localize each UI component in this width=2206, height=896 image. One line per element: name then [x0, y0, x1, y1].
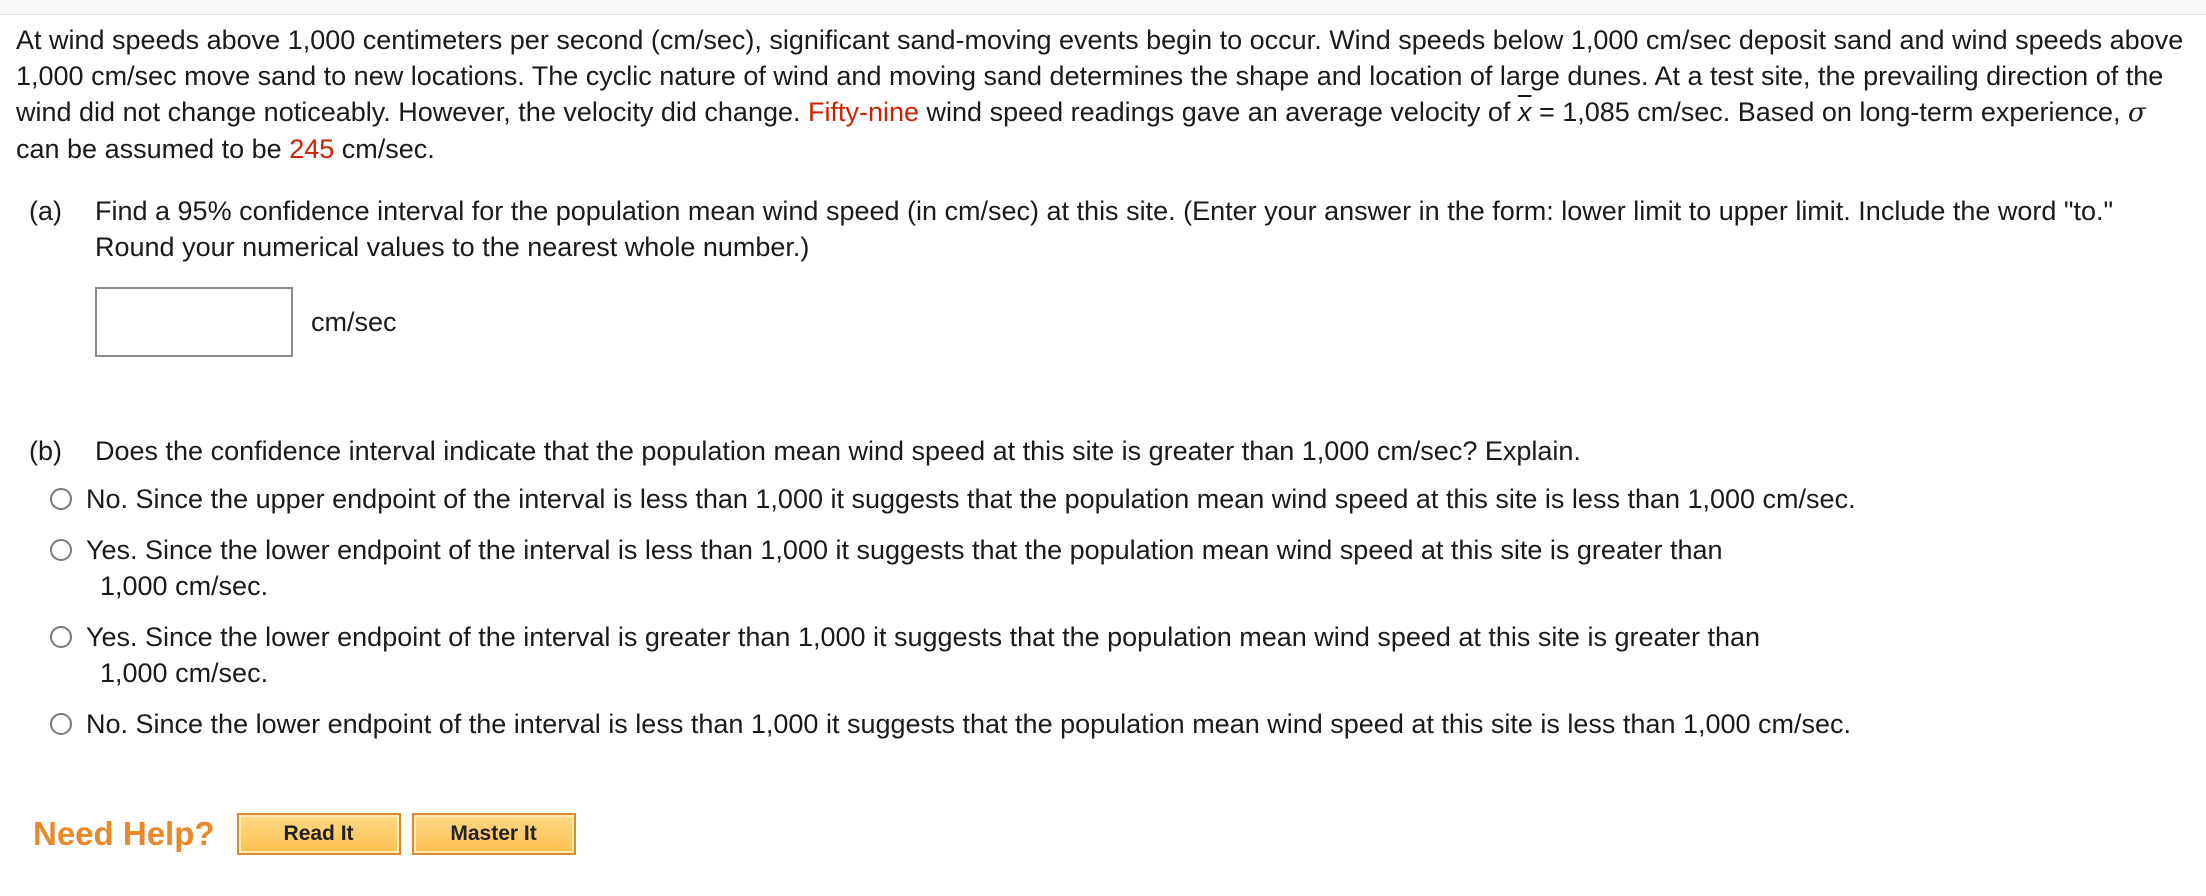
answer-option-1[interactable]: [50, 481, 2186, 517]
answer-option-2-line1: Yes. Since the lower endpoint of the interval is less than 1,000 it suggests that the population mean wind speed at this site is greater than: [86, 535, 1723, 565]
answer-options: [50, 481, 2186, 742]
answer-option-4-line1: No. Since the lower endpoint of the interval is less than 1,000 it suggests that the population mean wind speed at this site is less than 1,000 cm/sec.: [86, 709, 1852, 739]
intro-text-2: wind speed readings gave an average velocity of: [919, 97, 1518, 127]
radio-button-2[interactable]: [50, 539, 72, 561]
problem-text: [16, 22, 2186, 167]
confidence-interval-input[interactable]: [95, 287, 293, 357]
answer-option-1-line1: No. Since the upper endpoint of the interval is less than 1,000 it suggests that the population mean wind speed at this site is less than 1,000 cm/sec.: [86, 484, 1856, 514]
problem-statement: [16, 22, 2186, 167]
master-it-button[interactable]: Master It: [412, 813, 576, 855]
part-b-question: Does the confidence interval indicate that the population mean wind speed at this site is greater than 1,000 cm/sec? Explain.: [95, 436, 1581, 466]
help-row: [33, 813, 587, 855]
part-a-letter: (a): [29, 196, 62, 226]
answer-unit-label: cm/sec: [311, 307, 397, 337]
part-a: [16, 193, 2186, 359]
part-a-question: Find a 95% confidence interval for the population mean wind speed (in cm/sec) at this site. (Enter your answer in the form: lower limit to upper limit. Include the word "to." Round your numerical values to the nearest whole number.): [95, 196, 2114, 262]
sample-size-word: Fifty-nine: [808, 97, 920, 127]
sigma-symbol: σ: [2128, 98, 2146, 128]
answer-option-2[interactable]: [50, 532, 2186, 604]
part-b-letter: (b): [29, 436, 62, 466]
radio-button-4[interactable]: [50, 713, 72, 735]
part-a-answer-row: [95, 285, 2186, 359]
answer-option-1-text: [86, 481, 2046, 517]
radio-button-1[interactable]: [50, 488, 72, 510]
answer-option-3[interactable]: [50, 619, 2186, 691]
part-b-body: [95, 433, 2186, 469]
read-it-button[interactable]: Read It: [237, 813, 401, 855]
intro-text-1: At wind speeds above 1,000 centimeters per second (cm/sec), significant sand-moving events begin to occur. Wind speeds below 1,000 cm/sec deposit sand and wind speeds above 1,000 cm/sec move sand to new locations. The cyclic nature of wind and moving sand determines the shape and location of large dunes. At a test site, the prevailing direction of the wind did not change noticeably. However, the velocity did change.: [16, 25, 2184, 127]
part-b: [16, 433, 2186, 469]
answer-option-2-line2: 1,000 cm/sec.: [100, 571, 269, 601]
answer-option-4[interactable]: [50, 706, 2186, 742]
answer-option-3-line2: 1,000 cm/sec.: [100, 658, 269, 688]
sigma-value: 245: [289, 134, 335, 164]
top-divider: [0, 0, 2206, 15]
answer-option-4-text: [86, 706, 2046, 742]
answer-option-3-text: [86, 619, 2046, 691]
answer-option-2-text: [86, 532, 2046, 604]
intro-text-5: cm/sec.: [334, 134, 435, 164]
intro-text-3: = 1,085 cm/sec. Based on long-term experience,: [1531, 97, 2129, 127]
need-help-label: Need Help?: [33, 815, 215, 852]
intro-text-4: can be assumed to be: [16, 134, 290, 164]
part-a-body: [95, 193, 2186, 359]
xbar-symbol: $\overline{x}$: [1517, 97, 1532, 127]
question-content: [16, 22, 2186, 742]
radio-button-3[interactable]: [50, 626, 72, 648]
answer-option-3-line1: Yes. Since the lower endpoint of the interval is greater than 1,000 it suggests that the population mean wind speed at this site is greater than: [86, 622, 1761, 652]
